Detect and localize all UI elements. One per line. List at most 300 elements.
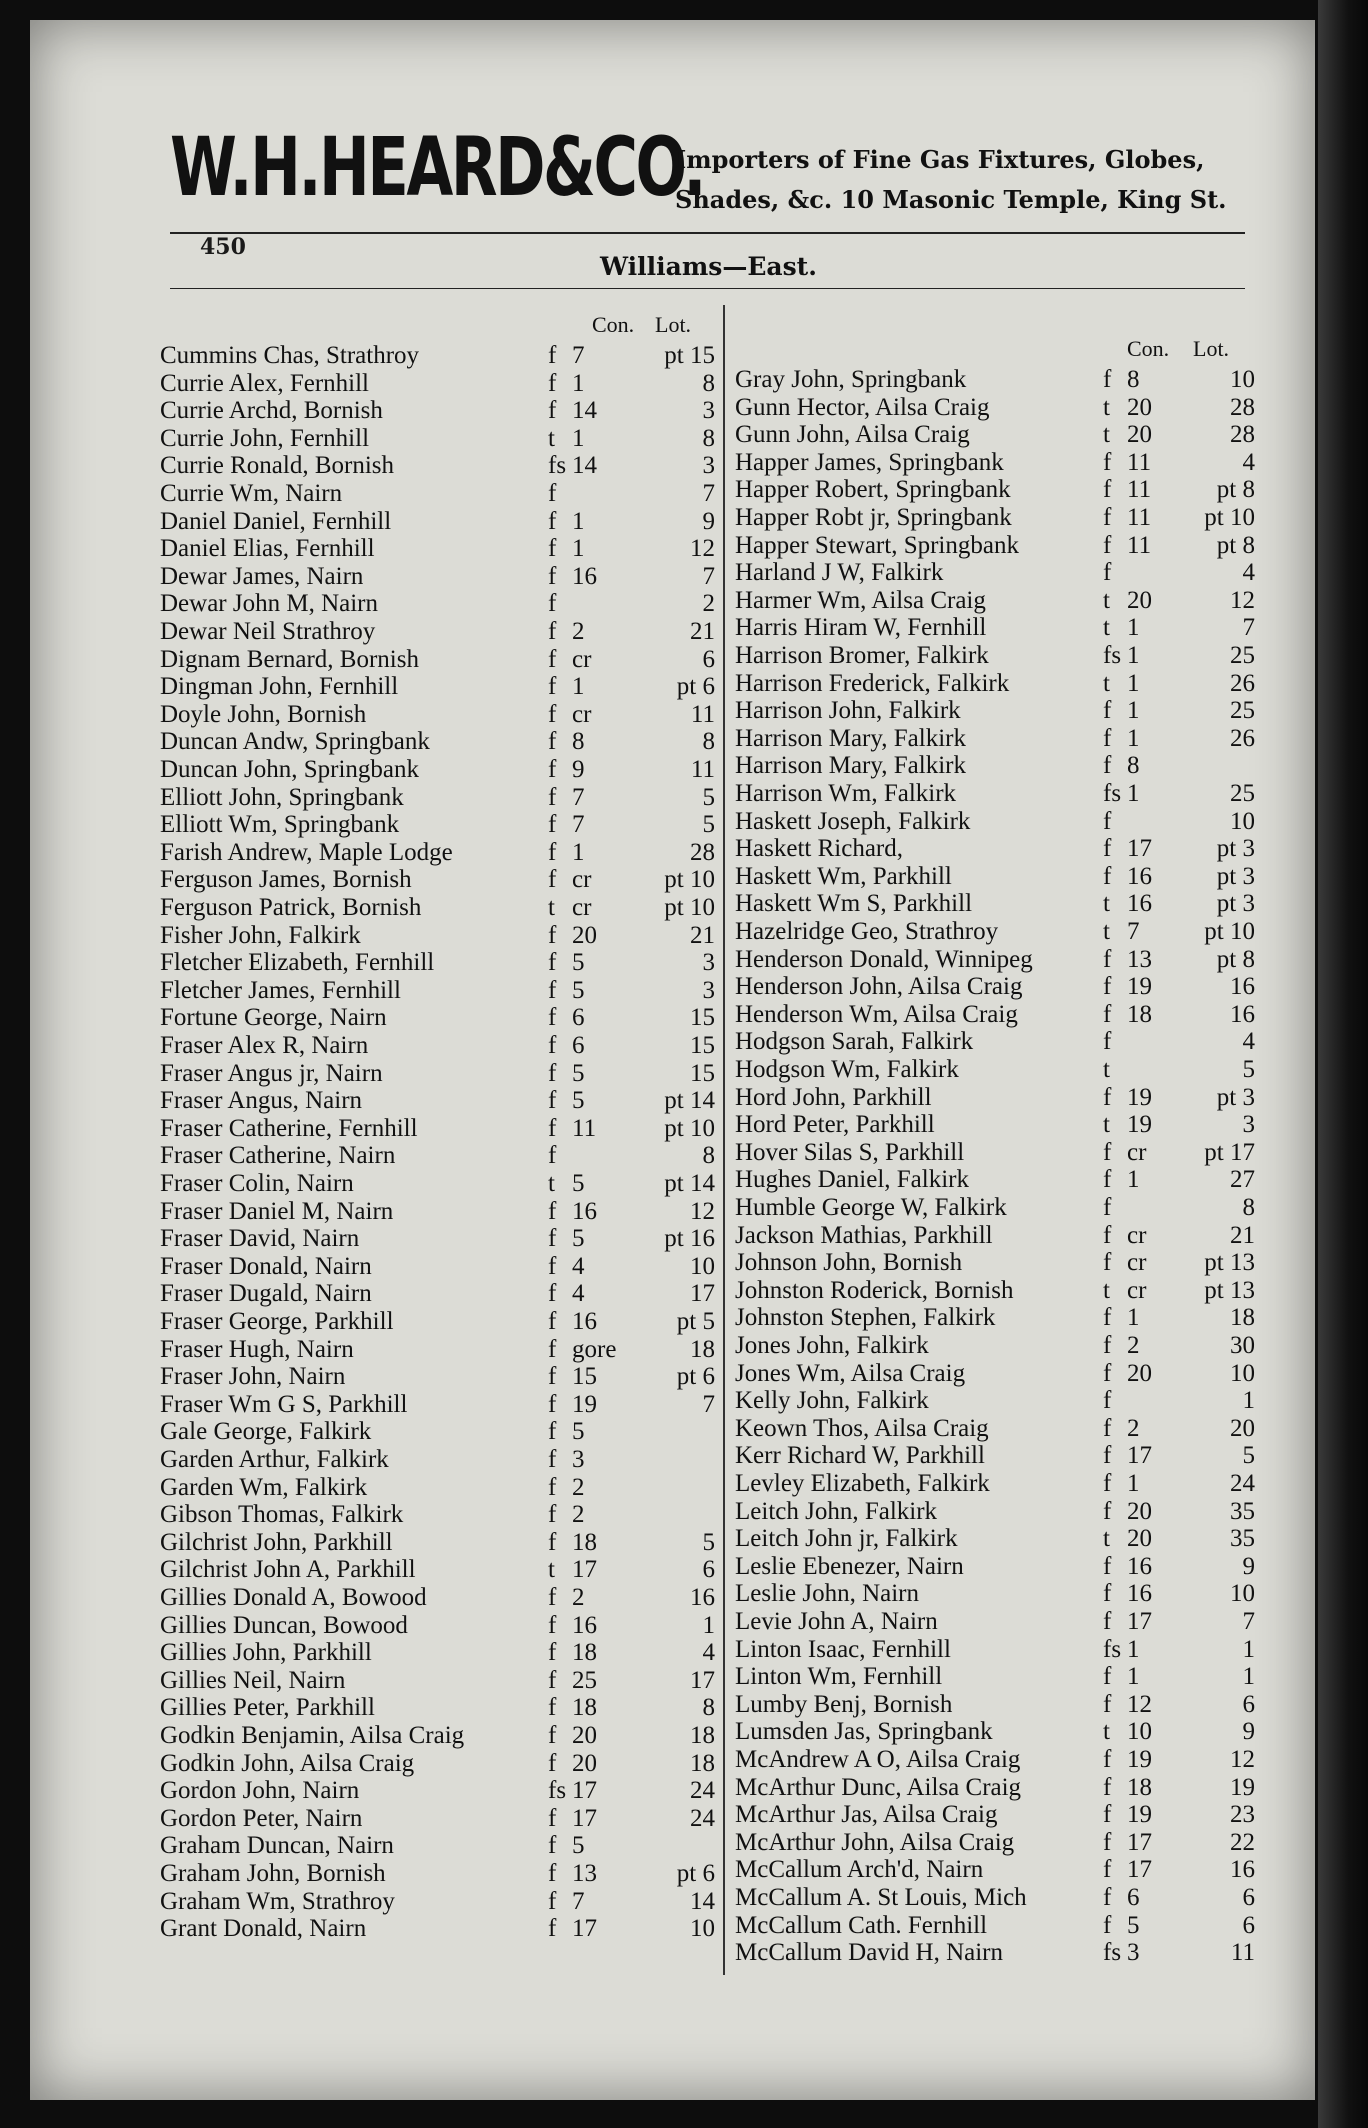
entry-concession: 17 [572,1777,597,1805]
entry-concession: 19 [1127,973,1152,1001]
entry-concession: 11 [572,1114,597,1142]
entry-lot: pt 10 [664,866,715,894]
entry-name: Leslie John, Nairn [735,1580,919,1608]
entry-name: Lumsden Jas, Springbank [735,1718,993,1746]
entry-tenure: f [1103,1166,1112,1194]
directory-entry [160,590,715,618]
entry-name: Elliott Wm, Springbank [160,811,400,839]
entry-tenure: fs [1103,1939,1122,1967]
directory-entry [735,1663,1255,1691]
directory-entry [160,480,715,508]
entry-lot: 35 [1230,1497,1255,1525]
entry-concession: 7 [572,783,585,811]
directory-entry [735,863,1255,891]
directory-entry [160,1832,715,1860]
entry-name: Gibson Thomas, Falkirk [160,1501,404,1529]
tagline-line-1: Importers of Fine Gas Fixtures, Globes, [675,145,1205,174]
entry-concession: 1 [1127,1166,1140,1194]
entry-concession: 5 [572,1170,585,1197]
entry-lot: 5 [702,783,715,811]
directory-entry [160,1722,715,1750]
directory-entry [735,614,1255,642]
directory-entry [160,1556,715,1584]
entry-lot: pt 15 [664,342,715,369]
entry-lot: 15 [690,1032,715,1059]
entry-tenure: f [548,1860,557,1887]
brand-logo: W.H.HEARD&CO. [170,120,704,215]
entry-tenure: t [1103,421,1110,449]
directory-entry [160,866,715,894]
entry-concession: 14 [572,452,597,480]
entry-lot: pt 14 [664,1170,715,1197]
entry-tenure: fs [548,452,567,480]
entry-name: Levie John A, Nairn [735,1608,938,1635]
entry-name: Graham Duncan, Nairn [160,1832,394,1860]
entry-tenure: f [1103,1552,1112,1580]
entry-lot: pt 3 [1216,835,1255,863]
entry-name: Doyle John, Bornish [160,700,367,728]
entry-name: McCallum David H, Nairn [735,1939,1004,1967]
entry-lot: pt 6 [676,1363,715,1391]
entry-name: McCallum Arch'd, Nairn [735,1856,984,1884]
entry-concession: 19 [1127,1083,1152,1111]
directory-entry [735,1332,1255,1360]
entry-name: Keown Thos, Ailsa Craig [735,1414,989,1442]
directory-entry [735,1580,1255,1608]
directory-entry [735,1691,1255,1719]
entry-lot: 4 [1242,559,1255,587]
directory-entry [160,1418,715,1446]
entry-tenure: f [548,1390,557,1418]
entry-concession: 1 [572,424,585,452]
entry-concession: 11 [1127,448,1152,476]
entry-concession: 7 [572,342,585,369]
entry-tenure: f [1103,724,1112,752]
entry-name: Happer James, Springbank [735,448,1004,476]
directory-entry [160,1142,715,1170]
directory-entry [735,752,1255,780]
entry-tenure: t [1103,1718,1110,1746]
entry-lot: 8 [702,1142,715,1170]
entry-lot: 27 [1230,1166,1255,1194]
entry-concession: 4 [572,1280,585,1308]
directory-entry [160,1115,715,1143]
directory-entry [735,1304,1255,1332]
right-con-header: Con. [1127,336,1170,361]
directory-entry [160,1391,715,1419]
entry-name: Gillies Neil, Nairn [160,1666,346,1694]
entry-tenure: t [1103,1056,1110,1083]
entry-tenure: f [548,976,557,1004]
directory-entry [735,1415,1255,1443]
entry-lot: 18 [690,1335,715,1363]
directory-entry [735,1718,1255,1746]
entry-lot: pt 8 [1216,476,1255,504]
entry-concession: 16 [1127,890,1152,918]
entry-concession: 1 [572,838,585,866]
directory-entry [735,725,1255,753]
directory-entry [160,1915,715,1943]
directory-entry [160,1446,715,1474]
entry-name: Gordon Peter, Nairn [160,1804,363,1832]
directory-entry [160,370,715,398]
entry-concession: 18 [1127,1773,1152,1801]
directory-entry [735,1939,1255,1967]
entry-lot: 28 [690,838,715,866]
entry-name: Harrison Bromer, Falkirk [735,642,989,669]
entry-lot: 2 [702,590,715,618]
entry-concession: 10 [1127,1718,1152,1746]
entry-tenure: f [1103,1304,1112,1332]
entry-concession: 1 [572,535,585,563]
entry-tenure: f [1103,697,1112,725]
directory-entry [735,1912,1255,1940]
entry-tenure: f [1103,807,1112,835]
entry-name: Fraser Catherine, Fernhill [160,1114,418,1142]
entry-tenure: f [548,1915,557,1943]
entry-lot: 7 [1242,614,1255,642]
entry-lot: 16 [1230,1856,1255,1884]
entry-name: Garden Wm, Falkirk [160,1473,368,1501]
directory-entry [160,949,715,977]
entry-lot: 9 [1242,1718,1255,1746]
entry-tenure: f [548,342,557,369]
entry-lot: 23 [1230,1801,1255,1829]
entry-tenure: f [1103,531,1112,559]
directory-entry [735,1277,1255,1305]
entry-concession: 17 [572,1915,597,1943]
entry-name: Kerr Richard W, Parkhill [735,1442,985,1470]
entry-lot: pt 10 [664,1114,715,1142]
entry-lot: 25 [1230,697,1255,725]
entry-concession: 1 [572,507,585,535]
entry-concession: 17 [1127,1442,1152,1470]
right-lot-header: Lot. [1193,336,1230,361]
directory-entry [160,1888,715,1916]
directory-entry [735,1387,1255,1415]
entry-name: Godkin Benjamin, Ailsa Craig [160,1722,465,1749]
entry-lot: 10 [1230,1580,1255,1608]
directory-entry [735,1166,1255,1194]
entry-tenure: f [548,1749,557,1777]
entry-name: Hazelridge Geo, Strathroy [735,918,999,945]
entry-lot: pt 13 [1204,1276,1255,1304]
left-column [160,312,715,1972]
entry-tenure: f [1103,862,1112,890]
entry-concession: 1 [1127,669,1140,697]
entry-tenure: f [1103,1000,1112,1028]
directory-entry [735,946,1255,974]
entry-tenure: f [548,1308,557,1335]
entry-name: Hord Peter, Parkhill [735,1111,935,1139]
directory-entry [160,1777,715,1805]
entry-lot: 6 [702,645,715,673]
entry-name: Humble George W, Falkirk [735,1194,1007,1221]
entry-concession: 8 [572,728,585,756]
entry-concession: 7 [572,811,585,839]
entry-lot: 25 [1230,780,1255,807]
entry-concession: 20 [1127,1497,1152,1525]
entry-tenure: f [548,1114,557,1142]
directory-entry [735,780,1255,808]
entry-name: Happer Stewart, Springbank [735,531,1019,559]
entry-lot: 12 [1230,586,1255,614]
entry-tenure: f [548,1639,557,1667]
directory-entry [735,394,1255,422]
entry-lot: 10 [1230,807,1255,835]
entry-lot: 7 [702,1390,715,1418]
entry-concession: 7 [1127,918,1140,945]
entry-lot: 6 [1242,1884,1255,1911]
entry-concession: 20 [572,1722,597,1749]
entry-tenure: f [1103,1249,1112,1277]
entry-tenure: f [548,728,557,756]
entry-lot: pt 17 [1204,1138,1255,1166]
entry-concession: 16 [572,1308,597,1335]
left-lot-header: Lot. [655,312,692,337]
entry-concession: 2 [572,1501,585,1529]
entry-name: Harrison Wm, Falkirk [735,780,957,807]
directory-entry [160,1694,715,1722]
entry-name: Harrison John, Falkirk [735,697,961,725]
directory-entry [735,973,1255,1001]
entry-lot: 1 [1242,1663,1255,1691]
entry-tenure: f [1103,1332,1112,1359]
entry-concession: 17 [1127,1608,1152,1635]
entry-name: Grant Donald, Nairn [160,1915,367,1943]
entry-concession: 1 [1127,1635,1140,1663]
entry-name: Fortune George, Nairn [160,1004,387,1032]
entry-concession: 25 [572,1666,597,1694]
entry-tenure: f [548,1666,557,1694]
directory-entry [160,1032,715,1060]
directory-entry [160,1584,715,1612]
entry-lot: 5 [702,1528,715,1556]
entry-name: Henderson Wm, Ailsa Craig [735,1000,1018,1028]
entry-name: Happer Robt jr, Springbank [735,504,1012,531]
entry-name: Gordon John, Nairn [160,1777,360,1805]
entry-tenure: t [1103,614,1110,642]
entry-tenure: f [1103,1470,1112,1497]
entry-concession: 2 [1127,1414,1140,1442]
entry-concession: 1 [1127,1663,1140,1691]
entry-concession: 16 [1127,1552,1152,1580]
entry-lot: 17 [690,1666,715,1694]
directory-entry [735,1884,1255,1912]
entry-lot: 21 [690,618,715,645]
entry-tenure: f [548,866,557,894]
entry-tenure: f [1103,1690,1112,1718]
entry-concession: 19 [1127,1111,1152,1139]
entry-tenure: f [548,1804,557,1832]
entry-concession: 15 [572,1363,597,1391]
entry-name: Fisher John, Falkirk [160,921,361,949]
entry-tenure: t [1103,1276,1110,1304]
entry-name: Fletcher James, Fernhill [160,976,401,1004]
entry-tenure: f [548,756,557,783]
header-rule [170,232,1245,234]
entry-tenure: t [1103,586,1110,614]
entry-concession: 5 [572,1059,585,1087]
entry-name: Fraser Catherine, Nairn [160,1142,396,1170]
entry-lot: pt 10 [664,894,715,921]
page-title: Williams—East. [600,252,817,281]
directory-entry [735,1856,1255,1884]
entry-concession: 11 [1127,476,1152,504]
entry-lot: 35 [1230,1525,1255,1553]
entry-name: Leslie Ebenezer, Nairn [735,1552,964,1580]
title-rule [170,288,1245,289]
entry-tenure: f [1103,1194,1112,1221]
entry-name: Leitch John, Falkirk [735,1497,938,1525]
entry-tenure: f [548,1887,557,1915]
entry-tenure: f [548,562,557,590]
entry-concession: 1 [572,369,585,397]
entry-lot: pt 8 [1216,531,1255,559]
entry-lot: pt 3 [1216,862,1255,890]
entry-concession: 5 [572,1418,585,1446]
directory-entry [160,1280,715,1308]
entry-concession: 2 [1127,1332,1140,1359]
entry-concession: 17 [572,1556,597,1584]
entry-name: Harrison Mary, Falkirk [735,752,966,780]
directory-entry [160,1060,715,1088]
entry-lot: 16 [1230,973,1255,1001]
entry-concession: 5 [572,976,585,1004]
entry-name: Jackson Mathias, Parkhill [735,1221,993,1249]
entry-lot: 7 [1242,1608,1255,1635]
entry-lot: 26 [1230,669,1255,697]
entry-concession: 5 [572,1087,585,1115]
entry-concession: 20 [1127,393,1152,421]
directory-entry [160,728,715,756]
entry-lot: 8 [702,1694,715,1722]
entry-lot: 30 [1230,1332,1255,1359]
entry-name: Jones John, Falkirk [735,1332,929,1359]
entry-lot: pt 10 [1204,918,1255,945]
entry-name: Fraser Alex R, Nairn [160,1032,369,1059]
entry-tenure: t [548,424,555,452]
directory-entry [735,1222,1255,1250]
entry-name: Dingman John, Fernhill [160,673,399,701]
entry-name: Lumby Benj, Bornish [735,1690,953,1718]
entry-name: Elliott John, Springbank [160,783,404,811]
entry-name: Fraser Wm G S, Parkhill [160,1390,408,1418]
entry-concession: 3 [1127,1939,1140,1967]
directory-entry [160,1308,715,1336]
directory-entry [160,1639,715,1667]
entry-name: Daniel Elias, Fernhill [160,535,375,563]
directory-entry [160,342,715,370]
entry-lot: pt 3 [1216,890,1255,918]
entry-name: Levley Elizabeth, Falkirk [735,1470,990,1497]
directory-entry [160,756,715,784]
directory-entry [160,563,715,591]
entry-tenure: f [548,1252,557,1280]
entry-tenure: f [1103,1387,1112,1415]
entry-concession: cr [572,645,592,673]
entry-lot: 10 [1230,1359,1255,1387]
entry-lot: 1 [1242,1635,1255,1663]
directory-entry [735,1084,1255,1112]
entry-concession: 19 [1127,1746,1152,1773]
entry-name: Hughes Daniel, Falkirk [735,1166,969,1194]
entry-name: McCallum Cath. Fernhill [735,1911,988,1939]
entry-name: Gilchrist John A, Parkhill [160,1556,416,1584]
entry-lot: 20 [1230,1414,1255,1442]
directory-entry [735,1553,1255,1581]
directory-entry [160,1336,715,1364]
directory-entry [160,977,715,1005]
directory-entry [160,1225,715,1253]
entry-name: Haskett Wm S, Parkhill [735,890,973,918]
entry-tenure: t [548,1556,555,1584]
entry-concession: 17 [1127,1828,1152,1856]
directory-entry [735,1470,1255,1498]
entry-tenure: f [548,673,557,701]
entry-lot: pt 5 [676,1308,715,1335]
entry-tenure: f [548,535,557,563]
entry-concession: 9 [572,756,585,783]
entry-tenure: t [1103,1111,1110,1139]
entry-name: Fraser Colin, Nairn [160,1170,354,1197]
directory-entry [160,1501,715,1529]
directory-entry [160,1198,715,1226]
entry-tenure: f [548,507,557,535]
entry-name: McArthur Dunc, Ailsa Craig [735,1773,1022,1801]
directory-entry [735,1774,1255,1802]
directory-entry [160,618,715,646]
directory-entry [735,1442,1255,1470]
directory-entry [160,1170,715,1198]
entry-tenure: f [548,811,557,839]
entry-concession: 13 [1127,945,1152,973]
entry-lot: 10 [690,1915,715,1943]
directory-entry [160,1363,715,1391]
entry-name: Haskett Wm, Parkhill [735,862,952,890]
entry-name: Haskett Richard, [735,835,904,863]
entry-name: Harmer Wm, Ailsa Craig [735,586,986,614]
entry-tenure: t [1103,393,1110,421]
entry-name: Fraser David, Nairn [160,1225,360,1253]
entry-tenure: f [1103,1911,1112,1939]
entry-name: Harland J W, Falkirk [735,559,944,587]
directory-entry [735,1111,1255,1139]
entry-name: Haskett Joseph, Falkirk [735,807,971,835]
entry-concession: cr [572,700,592,728]
entry-name: Gunn Hector, Ailsa Craig [735,393,990,421]
entry-name: Farish Andrew, Maple Lodge [160,838,453,866]
entry-tenure: f [1103,366,1112,393]
entry-lot: 11 [1230,1939,1255,1967]
entry-lot: 11 [690,700,715,728]
entry-concession: 1 [1127,642,1140,669]
directory-entry [735,504,1255,532]
entry-lot: 4 [1242,448,1255,476]
entry-lot: 10 [1230,366,1255,393]
entry-concession: cr [1127,1221,1147,1249]
entry-concession: 18 [572,1694,597,1722]
entry-tenure: f [1103,1663,1112,1691]
directory-entry [735,1001,1255,1029]
entry-name: Hodgson Sarah, Falkirk [735,1028,974,1056]
entry-lot: 9 [1242,1552,1255,1580]
entry-name: Fraser Dugald, Nairn [160,1280,372,1308]
entry-name: Johnson John, Bornish [735,1249,963,1277]
entry-tenure: f [548,783,557,811]
directory-entry [160,646,715,674]
entry-tenure: f [548,1032,557,1059]
